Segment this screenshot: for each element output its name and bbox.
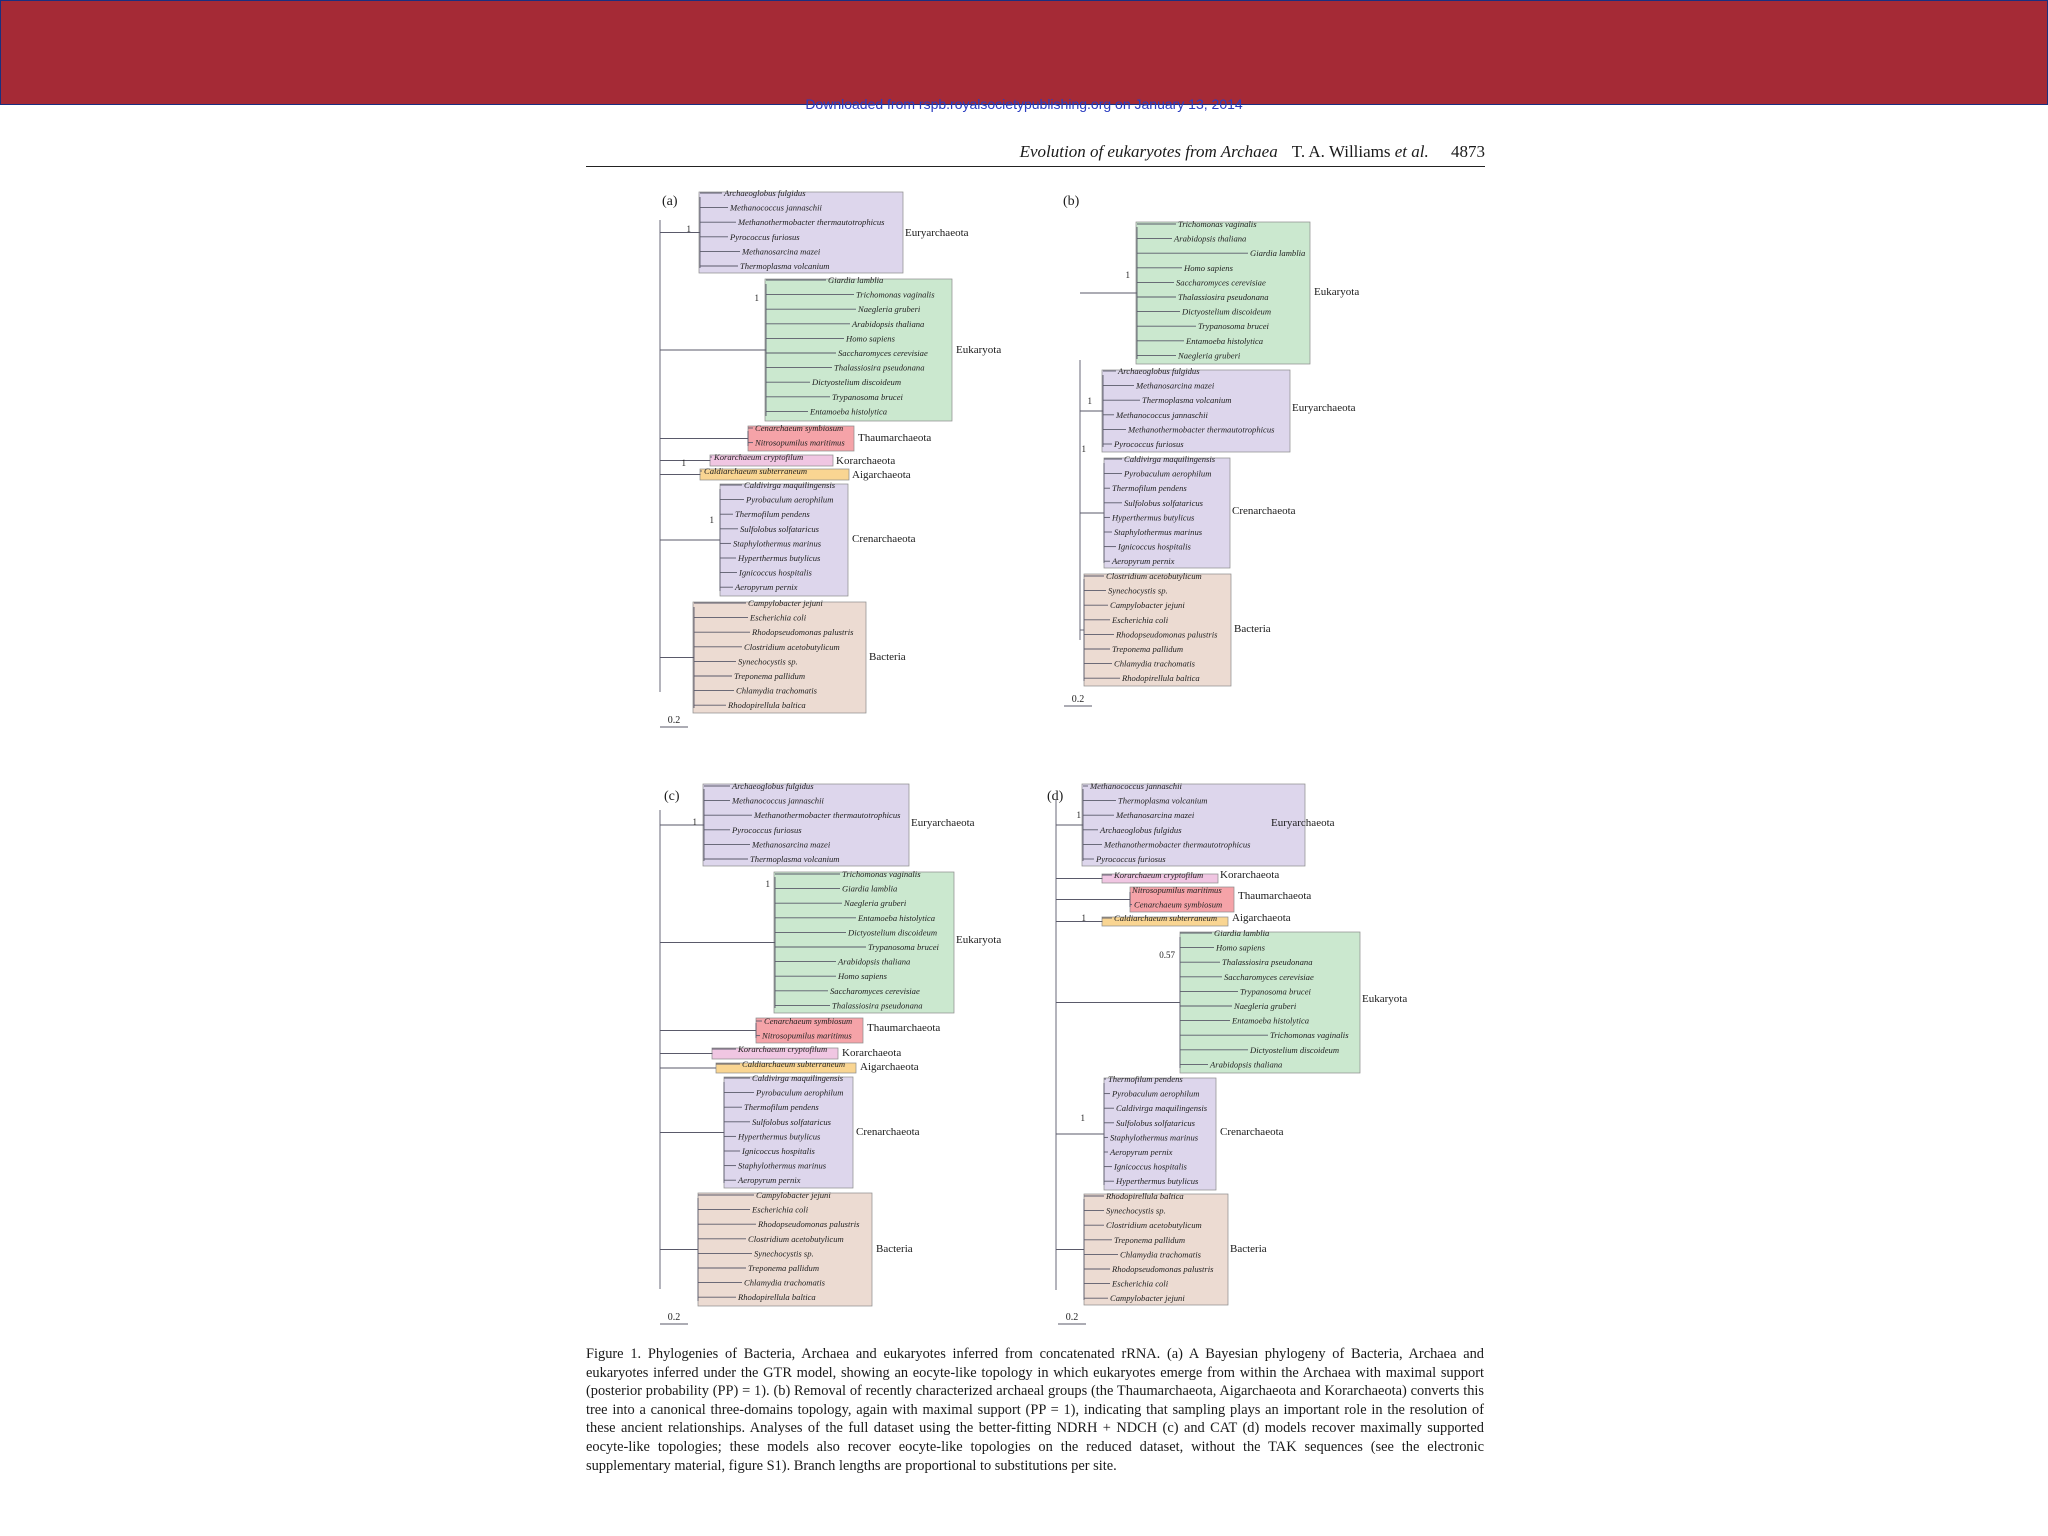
taxon-label: Thalassiosira pseudonana <box>832 1000 923 1011</box>
taxon-label: Aeropyrum pernix <box>1110 1147 1173 1157</box>
taxon-label: Entamoeba histolytica <box>858 912 936 923</box>
taxon-label: Trypanosoma brucei <box>868 942 939 952</box>
taxon-label: Rhodopseudomonas palustris <box>758 1219 860 1230</box>
clade-label: Aigarchaeota <box>1232 912 1291 924</box>
taxon-label: Homo sapiens <box>838 971 887 982</box>
taxon-label: Staphylothermus marinus <box>738 1160 827 1171</box>
support-value: 1 <box>765 879 770 889</box>
clade-label: Bacteria <box>869 651 906 663</box>
taxon-label: Giardia lamblia <box>842 883 898 894</box>
taxon-label: Caldivirga maquilingensis <box>744 480 836 490</box>
taxon-label: Treponema pallidum <box>1112 644 1184 654</box>
taxon-label: Methanothermobacter thermautotrophicus <box>1128 424 1275 435</box>
taxon-label: Clostridium acetobutylicum <box>744 641 840 652</box>
taxon-label: Naegleria gruberi <box>1234 1001 1297 1011</box>
support-value: 1 <box>754 293 759 303</box>
taxon-label: Escherichia coli <box>750 612 807 623</box>
clade-label: Thaumarchaeota <box>867 1022 941 1034</box>
taxon-label: Aeropyrum pernix <box>738 1175 801 1186</box>
taxon-label: Thermofilum pendens <box>1108 1074 1183 1084</box>
taxon-label: Escherichia coli <box>1112 1278 1169 1289</box>
support-value: 1 <box>1087 396 1092 406</box>
taxon-label: Treponema pallidum <box>734 671 806 681</box>
taxon-label: Methanosarcina mazei <box>1116 810 1195 821</box>
taxon-label: Homo sapiens <box>1216 942 1265 953</box>
taxon-label: Naegleria gruberi <box>844 898 907 909</box>
clade-label: Bacteria <box>1234 623 1271 635</box>
taxon-label: Archaeoglobus fulgidus <box>732 781 814 791</box>
taxon-label: Korarchaeum cryptofilum <box>714 452 804 462</box>
taxon-label: Aeropyrum pernix <box>735 582 798 593</box>
clade-label: Eukaryota <box>1362 993 1408 1005</box>
taxon-label: Sulfolobus solfataricus <box>752 1116 832 1127</box>
support-value: 1 <box>1076 810 1081 820</box>
taxon-label: Entamoeba histolytica <box>1186 335 1264 346</box>
taxon-label: Synechocystis sp. <box>754 1248 814 1259</box>
clade-label: Euryarchaeota <box>911 817 975 829</box>
taxon-label: Pyrobaculum aerophilum <box>1124 468 1212 479</box>
clade-label: Aigarchaeota <box>852 469 911 481</box>
taxon-label: Saccharomyces cerevisiae <box>1224 971 1314 982</box>
taxon-label: Cenarchaeum symbiosum <box>764 1016 853 1026</box>
taxon-label: Campylobacter jejuni <box>748 598 823 608</box>
taxon-label: Methanothermobacter thermautotrophicus <box>738 217 885 228</box>
taxon-label: Ignicoccus hospitalis <box>1114 1161 1187 1172</box>
taxon-label: Methanosarcina mazei <box>742 246 821 257</box>
taxon-label: Methanothermobacter thermautotrophicus <box>754 810 901 821</box>
clade-label: Euryarchaeota <box>905 227 969 239</box>
taxon-label: Dictyostelium discoideum <box>812 377 902 388</box>
taxon-label: Treponema pallidum <box>748 1263 820 1273</box>
taxon-label: Methanosarcina mazei <box>752 839 831 850</box>
taxon-label: Cenarchaeum symbiosum <box>755 423 844 433</box>
scale-label: 0.2 <box>667 1312 681 1323</box>
taxon-label: Methanosarcina mazei <box>1136 380 1215 391</box>
taxon-label: Archaeoglobus fulgidus <box>1118 366 1200 376</box>
running-title: Evolution of eukaryotes from Archaea <box>1019 142 1278 161</box>
taxon-label: Thalassiosira pseudonana <box>1222 957 1313 968</box>
taxon-label: Clostridium acetobutylicum <box>748 1233 844 1244</box>
taxon-label: Pyrococcus furiosus <box>732 824 802 835</box>
clade-label: Euryarchaeota <box>1292 402 1356 414</box>
clade-label: Thaumarchaeota <box>858 432 932 444</box>
taxon-label: Saccharomyces cerevisiae <box>830 985 920 996</box>
taxon-label: Chlamydia trachomatis <box>744 1277 825 1288</box>
taxon-label: Trypanosoma brucei <box>1198 321 1269 332</box>
taxon-label: Chlamydia trachomatis <box>736 685 817 696</box>
support-value: 1 <box>1081 444 1086 454</box>
taxon-label: Trichomonas vaginalis <box>1178 219 1257 229</box>
clade-label: Korarchaeota <box>836 455 896 467</box>
taxon-label: Hyperthermus butylicus <box>1116 1176 1199 1187</box>
clade-label: Eukaryota <box>956 934 1002 946</box>
taxon-label: Pyrococcus furiosus <box>730 231 800 242</box>
taxon-label: Arabidopsis thaliana <box>1174 233 1247 244</box>
taxon-label: Rhodopirellula baltica <box>1106 1191 1184 1201</box>
taxon-label: Escherichia coli <box>1112 614 1169 625</box>
page-number: 4873 <box>1451 142 1485 161</box>
clade-label: Crenarchaeota <box>852 533 916 545</box>
running-etal: et al. <box>1394 142 1429 161</box>
taxon-label: Ignicoccus hospitalis <box>742 1146 815 1156</box>
taxon-label: Methanothermobacter thermautotrophicus <box>1104 839 1251 850</box>
taxon-label: Methanococcus jannaschii <box>732 795 824 806</box>
taxon-label: Caldiarchaeum subterraneum <box>1114 913 1218 923</box>
clade-label: Thaumarchaeota <box>1238 890 1312 902</box>
scale-label: 0.2 <box>667 715 681 726</box>
panel-label: (b) <box>1063 194 1080 209</box>
taxon-label: Archaeoglobus fulgidus <box>1100 824 1182 835</box>
taxon-label: Pyrococcus furiosus <box>1096 854 1166 864</box>
taxon-label: Rhodopirellula baltica <box>1122 673 1200 684</box>
taxon-label: Nitrosopumilus maritimus <box>755 437 845 448</box>
figure-caption: Figure 1. Phylogenies of Bacteria, Archaea and eukaryotes inferred from concatenated rRNA. (a) A Bayesian phylogeny of Bacteria, Archaea and eukaryotes inferred under the GTR model, showing an eocyte-like topology in which eukaryotes emerge from within the Archaea with maximal support (posterior probability (PP) = 1). (b) Removal of recently characterized archaeal groups (the Thaumarchaeota, Aigarchaeota and Korarchaeota) converts this tree into a canonical three-domains topology, again with maximal support (PP = 1), indicating that sampling plays an important role in the resolution of these ancient relationships. Analyses of the full dataset using the better-fitting NDRH + NDCH (c) and CAT (d) models recover maximally supported eocyte-like topologies; these models also recover eocyte-like topologies on the reduced dataset, without the TAK sequences (see the electronic supplementary material, figure S1). Branch lengths are proportional to substitutions per site. <box>586 1346 1484 1474</box>
taxon-label: Trichomonas vaginalis <box>842 869 921 879</box>
taxon-label: Thermofilum pendens <box>744 1102 819 1113</box>
taxon-label: Thermoplasma volcanium <box>750 854 840 864</box>
taxon-label: Aeropyrum pernix <box>1112 556 1175 567</box>
panel-label: (a) <box>662 194 678 209</box>
taxon-label: Pyrobaculum aerophilum <box>746 494 834 505</box>
taxon-label: Methanococcus jannaschii <box>730 202 822 213</box>
taxon-label: Escherichia coli <box>752 1204 809 1215</box>
taxon-label: Sulfolobus solfataricus <box>1124 497 1204 508</box>
taxon-label: Entamoeba histolytica <box>810 406 888 417</box>
taxon-label: Saccharomyces cerevisiae <box>1176 277 1266 288</box>
taxon-label: Giardia lamblia <box>828 275 884 285</box>
taxon-label: Chlamydia trachomatis <box>1114 658 1195 669</box>
taxon-label: Giardia lamblia <box>1250 248 1306 259</box>
taxon-label: Clostridium acetobutylicum <box>1106 1220 1202 1231</box>
clade-label: Euryarchaeota <box>1271 817 1335 829</box>
taxon-label: Entamoeba histolytica <box>1232 1015 1310 1026</box>
taxon-label: Giardia lamblia <box>1214 928 1270 938</box>
taxon-label: Rhodopirellula baltica <box>728 700 806 711</box>
taxon-label: Caldiarchaeum subterraneum <box>704 466 808 476</box>
support-value: 1 <box>692 817 697 827</box>
taxon-label: Homo sapiens <box>846 333 895 344</box>
taxon-label: Thalassiosira pseudonana <box>834 362 925 373</box>
scale-label: 0.2 <box>1071 694 1085 705</box>
taxon-label: Caldivirga maquilingensis <box>752 1073 844 1083</box>
taxon-label: Campylobacter jejuni <box>756 1190 831 1200</box>
taxon-label: Korarchaeum cryptofilum <box>738 1044 828 1054</box>
taxon-label: Cenarchaeum symbiosum <box>1134 899 1223 910</box>
taxon-label: Pyrobaculum aerophilum <box>756 1087 844 1098</box>
panel-label: (c) <box>664 789 680 804</box>
taxon-label: Treponema pallidum <box>1114 1234 1186 1245</box>
support-value: 0.57 <box>1159 950 1175 960</box>
taxon-label: Trypanosoma brucei <box>1240 986 1311 997</box>
taxon-label: Naegleria gruberi <box>858 304 921 315</box>
taxon-label: Ignicoccus hospitalis <box>739 567 812 578</box>
taxon-label: Sulfolobus solfataricus <box>1116 1117 1196 1128</box>
clade-label: Crenarchaeota <box>1220 1126 1284 1138</box>
taxon-label: Methanococcus jannaschii <box>1116 409 1208 420</box>
support-value: 1 <box>1125 270 1130 280</box>
taxon-label: Hyperthermus butylicus <box>738 1131 821 1142</box>
taxon-label: Campylobacter jejuni <box>1110 600 1185 611</box>
support-value: 1 <box>681 458 686 468</box>
taxon-label: Staphylothermus marinus <box>733 538 822 549</box>
taxon-label: Synechocystis sp. <box>1108 585 1168 596</box>
download-note[interactable]: Downloaded from rspb.royalsocietypublishing.org on January 13, 2014 <box>805 96 1243 112</box>
taxon-label: Thermoplasma volcanium <box>740 261 830 271</box>
clade-label: Bacteria <box>876 1243 913 1255</box>
taxon-label: Trypanosoma brucei <box>832 391 903 402</box>
clade-label: Eukaryota <box>956 344 1002 356</box>
support-value: 1 <box>1081 913 1086 923</box>
taxon-label: Staphylothermus marinus <box>1114 527 1203 537</box>
taxon-label: Dictyostelium discoideum <box>1250 1044 1340 1055</box>
taxon-label: Homo sapiens <box>1184 262 1233 273</box>
clade-label: Korarchaeota <box>842 1047 902 1059</box>
taxon-label: Thalassiosira pseudonana <box>1178 292 1269 302</box>
clade-label: Aigarchaeota <box>860 1061 919 1073</box>
taxon-label: Pyrococcus furiosus <box>1114 439 1184 449</box>
support-value: 1 <box>686 224 691 234</box>
clade-label: Korarchaeota <box>1220 869 1280 881</box>
taxon-label: Korarchaeum cryptofilum <box>1114 870 1204 880</box>
taxon-label: Caldiarchaeum subterraneum <box>742 1059 846 1069</box>
taxon-label: Pyrobaculum aerophilum <box>1112 1088 1200 1099</box>
taxon-label: Arabidopsis thaliana <box>1210 1059 1283 1070</box>
panel-label: (d) <box>1047 789 1064 804</box>
taxon-label: Ignicoccus hospitalis <box>1118 541 1191 552</box>
support-value: 1 <box>1080 1113 1085 1123</box>
clade-label: Eukaryota <box>1314 286 1360 298</box>
taxon-label: Dictyostelium discoideum <box>848 927 938 938</box>
taxon-label: Thermoplasma volcanium <box>1118 795 1208 806</box>
taxon-label: Methanococcus jannaschii <box>1090 781 1182 791</box>
taxon-label: Thermofilum pendens <box>735 509 810 520</box>
clade-label: Bacteria <box>1230 1243 1267 1255</box>
taxon-label: Hyperthermus butylicus <box>738 553 821 563</box>
taxon-label: Rhodopirellula baltica <box>738 1292 816 1303</box>
scale-label: 0.2 <box>1065 1312 1079 1323</box>
taxon-label: Archaeoglobus fulgidus <box>724 188 806 198</box>
taxon-label: Staphylothermus marinus <box>1110 1132 1199 1143</box>
taxon-label: Rhodopseudomonas palustris <box>1112 1264 1214 1274</box>
taxon-label: Sulfolobus solfataricus <box>740 523 820 534</box>
taxon-label: Rhodopseudomonas palustris <box>1116 629 1218 640</box>
taxon-label: Caldivirga maquilingensis <box>1116 1103 1208 1114</box>
support-value: 1 <box>709 515 714 525</box>
taxon-label: Dictyostelium discoideum <box>1182 306 1272 317</box>
taxon-label: Synechocystis sp. <box>738 656 798 667</box>
taxon-label: Campylobacter jejuni <box>1110 1293 1185 1304</box>
taxon-label: Rhodopseudomonas palustris <box>752 627 854 638</box>
taxon-label: Arabidopsis thaliana <box>838 956 911 967</box>
clade-label: Crenarchaeota <box>856 1126 920 1138</box>
taxon-label: Caldivirga maquilingensis <box>1124 454 1216 464</box>
taxon-label: Thermoplasma volcanium <box>1142 395 1232 406</box>
taxon-label: Chlamydia trachomatis <box>1120 1249 1201 1260</box>
taxon-label: Saccharomyces cerevisiae <box>838 348 928 358</box>
clade-label: Crenarchaeota <box>1232 505 1296 517</box>
taxon-label: Thermofilum pendens <box>1112 483 1187 494</box>
taxon-label: Hyperthermus butylicus <box>1112 512 1195 523</box>
taxon-label: Nitrosopumilus maritimus <box>762 1030 852 1041</box>
taxon-label: Naegleria gruberi <box>1178 350 1241 361</box>
taxon-label: Synechocystis sp. <box>1106 1205 1166 1216</box>
taxon-label: Trichomonas vaginalis <box>856 289 935 300</box>
taxon-label: Trichomonas vaginalis <box>1270 1030 1349 1041</box>
taxon-label: Arabidopsis thaliana <box>852 318 925 329</box>
taxon-label: Nitrosopumilus maritimus <box>1132 885 1222 895</box>
taxon-label: Clostridium acetobutylicum <box>1106 571 1202 581</box>
running-authors: T. A. Williams <box>1291 142 1391 161</box>
